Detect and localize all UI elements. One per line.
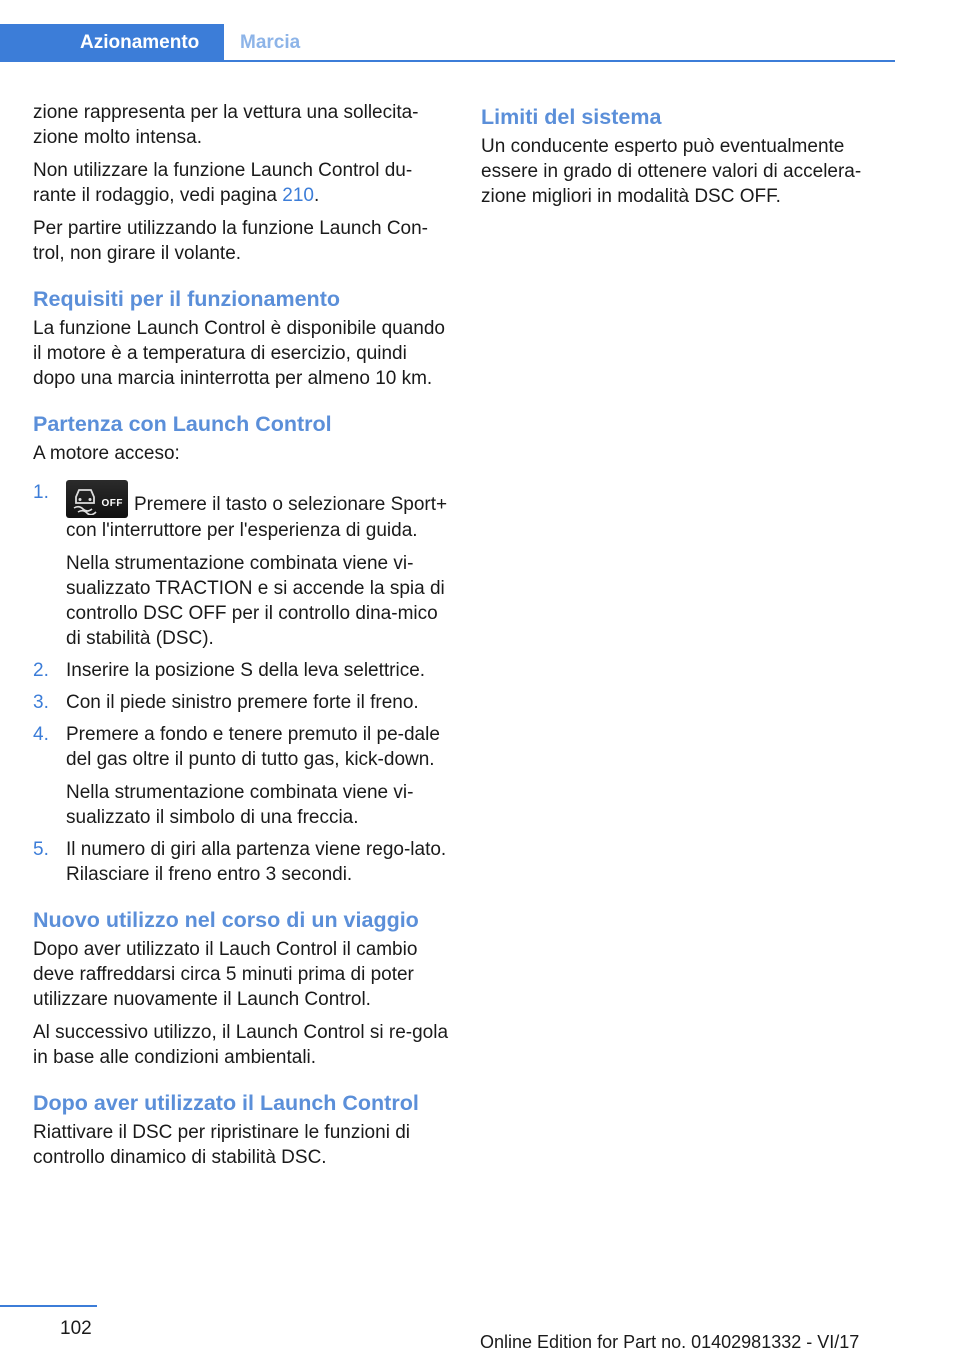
footer-rule xyxy=(0,1305,97,1307)
tab-azionamento[interactable]: Azionamento xyxy=(0,24,224,62)
paragraph: A motore acceso: xyxy=(33,443,180,464)
list-item: 5. Il numero di giri alla partenza viene rego-lato. Rilasciare il freno entro 3 secondi. xyxy=(33,839,447,885)
paragraph: Dopo aver utilizzato il Lauch Control il cambio deve raffreddarsi circa 5 minuti prima di poter utilizzare nuovamente il Launch Control. xyxy=(33,939,418,1010)
right-column xyxy=(481,100,896,217)
step-number: 4. xyxy=(33,724,49,745)
section-heading-limiti: Limiti del sistema xyxy=(481,105,662,129)
list-item: 1. OFF Premere il tasto o selezionare Sport+ con l'interruttore per l'esperienza di guida. Nella strumentazione combinata viene vi-sualizzato TRACTION e si accende la spia di controllo DSC OFF per il controllo dina-mico di stabilità (DSC). xyxy=(33,482,448,649)
list-item: 3. Con il piede sinistro premere forte il freno. xyxy=(33,692,419,713)
section-heading-nuovo: Nuovo utilizzo nel corso di un viaggio xyxy=(33,908,419,932)
paragraph: La funzione Launch Control è disponibile quando il motore è a temperatura di esercizio, quindi dopo una marcia ininterrotta per almeno 10 km. xyxy=(33,318,445,389)
left-column xyxy=(33,100,448,1178)
paragraph: Per partire utilizzando la funzione Launch Con-trol, non girare il volante. xyxy=(33,218,429,264)
paragraph: Riattivare il DSC per ripristinare le funzioni di controllo dinamico di stabilità DSC. xyxy=(33,1122,410,1168)
section-heading-partenza: Partenza con Launch Control xyxy=(33,412,332,436)
edition-text: Online Edition for Part no. 01402981332 - VI/17 xyxy=(480,1332,860,1352)
header-rule xyxy=(0,60,895,62)
section-heading-requisiti: Requisiti per il funzionamento xyxy=(33,287,340,311)
tab-marcia[interactable]: Marcia xyxy=(240,32,301,53)
list-item: 2. Inserire la posizione S della leva selettrice. xyxy=(33,660,426,681)
list-item: 4. Premere a fondo e tenere premuto il pe-dale del gas oltre il punto di tutto gas, kick-down. Nella strumentazione combinata viene vi-sualizzato il simbolo di una freccia. xyxy=(33,722,448,830)
step-note: Nella strumentazione combinata viene vi-sualizzato TRACTION e si accende la spia di controllo DSC OFF per il controllo dina-mico di stabilità (DSC). xyxy=(66,553,445,649)
icon-off-label: OFF xyxy=(101,498,123,509)
paragraph: Al successivo utilizzo, il Launch Control si re-gola in base alle condizioni ambientali. xyxy=(33,1022,449,1068)
step-number: 2. xyxy=(33,660,49,681)
page-number: 102 xyxy=(60,1318,92,1339)
page-header xyxy=(0,24,895,62)
paragraph: Non utilizzare la funzione Launch Control du-rante il rodaggio, vedi pagina 210. xyxy=(33,160,413,206)
paragraph: Un conducente esperto può eventualmente essere in grado di ottenere valori di accelera-zione migliori in modalità DSC OFF. xyxy=(481,136,862,207)
steps-list xyxy=(33,480,448,887)
step-number: 3. xyxy=(33,692,49,713)
step-number: 1. xyxy=(33,482,49,503)
step-note: Nella strumentazione combinata viene vi-sualizzato il simbolo di una freccia. xyxy=(66,782,414,828)
section-heading-dopo: Dopo aver utilizzato il Launch Control xyxy=(33,1091,419,1115)
page-link[interactable]: 210 xyxy=(282,185,314,206)
dsc-off-button-icon xyxy=(66,480,128,518)
step-number: 5. xyxy=(33,839,49,860)
paragraph: zione rappresenta per la vettura una sollecita-zione molto intensa. xyxy=(33,102,419,148)
